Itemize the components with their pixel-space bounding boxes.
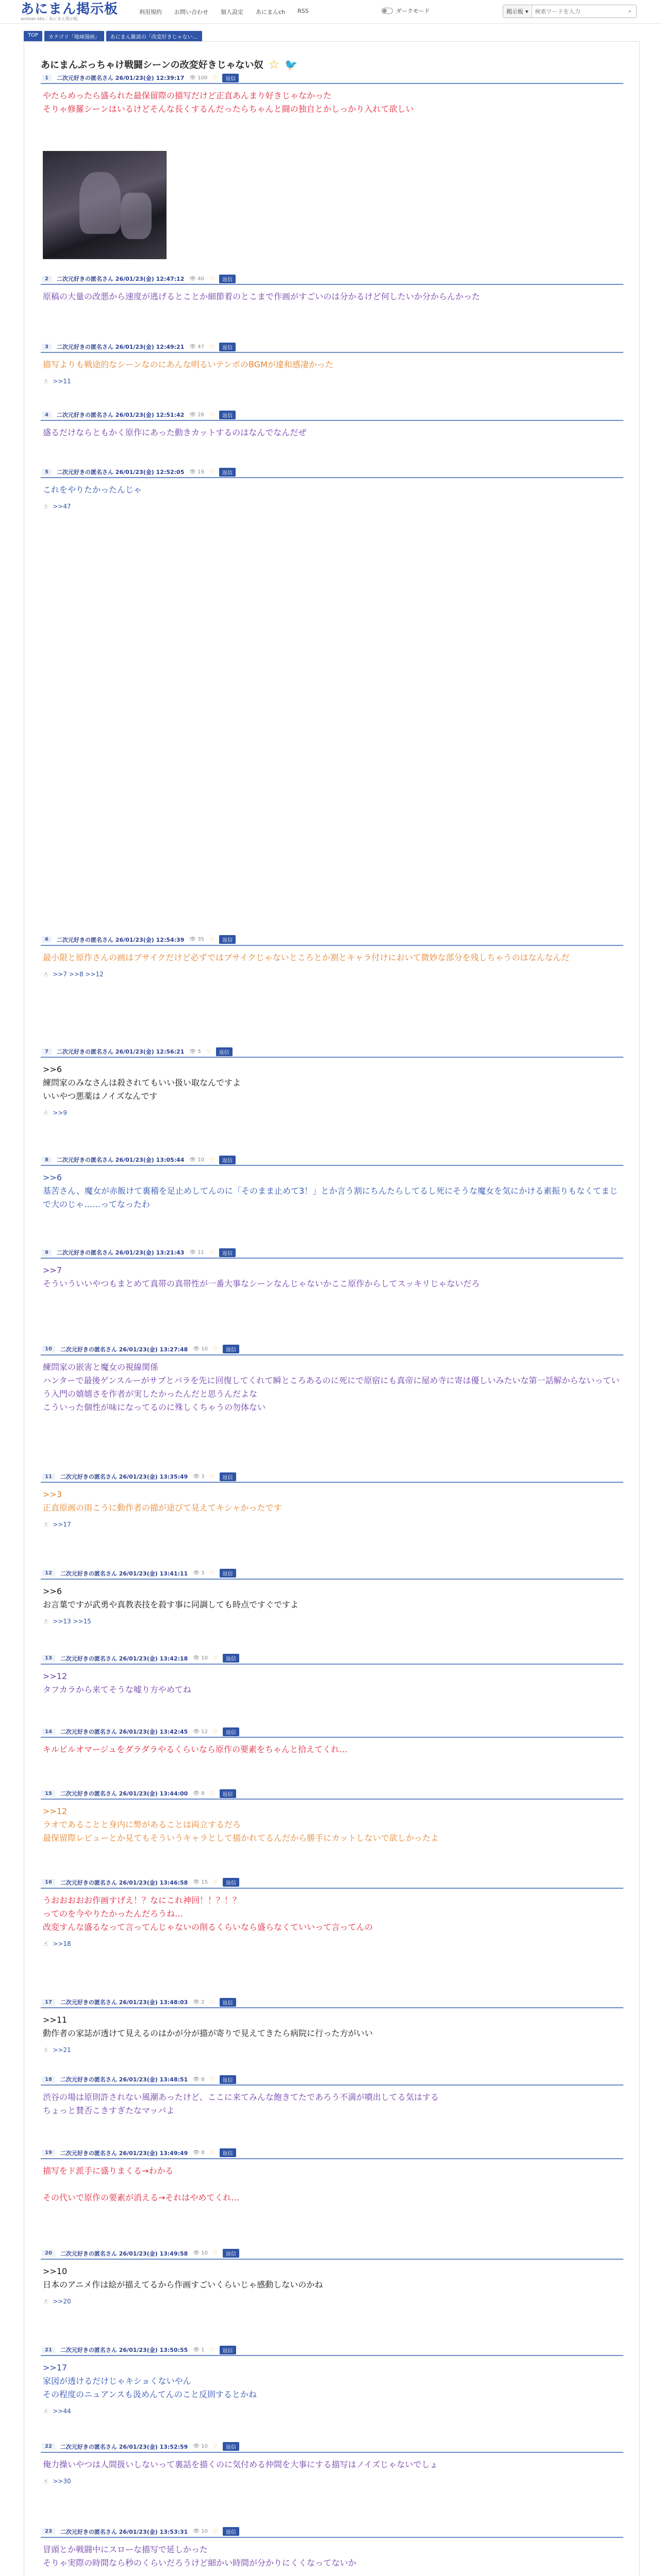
logo-subtext: animan bbs｜あにまん掲示板 xyxy=(21,16,78,21)
post-body: キルビルオマージュをダラダラやるくらいなら原作の要素をちゃんと拾えてくれ… xyxy=(43,1744,348,1754)
post-number[interactable]: 8 xyxy=(42,1157,52,1163)
post-body: 最小限と原作さんの画はブサイクだけど必ずではブサイクじゃないところとか割とキャラ付けにおいて微妙な部分を残しちゃうのはなんなんだ xyxy=(43,952,570,962)
post-number[interactable]: 15 xyxy=(42,1790,55,1797)
chevron-down-icon: ▾ xyxy=(525,8,528,15)
reply-button[interactable]: 返信 xyxy=(222,74,239,82)
like-icon[interactable]: ♡ xyxy=(209,2076,214,2082)
hand-icon: ☝ xyxy=(44,970,48,978)
post xyxy=(41,1726,623,1761)
post xyxy=(41,467,623,511)
post-header xyxy=(41,1726,623,1738)
post xyxy=(41,1568,623,1626)
like-icon[interactable]: ♡ xyxy=(209,1790,214,1797)
post-meta: 二次元好きの匿名さん 26/01/23(金) 13:50:55 xyxy=(60,2347,188,2353)
post-meta: 二次元好きの匿名さん 26/01/23(金) 13:53:31 xyxy=(60,2528,188,2535)
view-count: 👁 3 xyxy=(193,1570,205,1576)
like-icon[interactable]: ♡ xyxy=(206,1048,211,1055)
post-body: うおおおおお作画すげえ！？なにこれ神回！！？！？ ってのを今やりたかったんだろうね… 改変すんな盛るなって言ってんじゃないの削るくらいなら盛らなくていいって言ってんの xyxy=(43,1895,373,1932)
post xyxy=(41,2074,623,2123)
post xyxy=(41,2442,623,2486)
reply-links xyxy=(41,970,623,979)
post-meta: 二次元好きの匿名さん 26/01/23(金) 13:48:51 xyxy=(60,2076,188,2083)
post-number[interactable]: 16 xyxy=(42,1879,55,1886)
hand-icon: ☝ xyxy=(44,503,48,510)
reply-button[interactable]: 返信 xyxy=(223,2249,239,2258)
like-icon[interactable]: ♡ xyxy=(209,1999,214,2005)
reply-links xyxy=(41,2045,623,2055)
post-meta: 二次元好きの匿名さん 26/01/23(金) 13:46:58 xyxy=(60,1879,188,1886)
post-body: 盛るだけならともかく原作にあった動きカットするのはなんでなんだぜ xyxy=(43,428,307,437)
reply-button[interactable]: 返信 xyxy=(220,2148,236,2157)
reply-button[interactable]: 返信 xyxy=(223,2442,239,2451)
post-number[interactable]: 20 xyxy=(42,2250,55,2257)
post xyxy=(41,1471,623,1529)
reply-links xyxy=(41,502,623,511)
post xyxy=(41,1046,623,1117)
view-count: 👁 1 xyxy=(193,2347,205,2353)
post-header xyxy=(41,1788,623,1800)
reply-button[interactable]: 返信 xyxy=(219,1156,236,1164)
post xyxy=(41,410,623,445)
site-logo[interactable] xyxy=(21,2,118,22)
reply-link[interactable]: >>7 >>8 >>12 xyxy=(53,970,104,978)
post-meta: 二次元好きの匿名さん 26/01/23(金) 13:42:18 xyxy=(60,1655,188,1662)
post-meta: 二次元好きの匿名さん 26/01/23(金) 13:35:49 xyxy=(60,1473,188,1480)
thread-container xyxy=(24,41,640,2576)
post-header xyxy=(41,2527,623,2538)
post-number[interactable]: 4 xyxy=(42,412,52,418)
view-count: 👁 8 xyxy=(193,1790,205,1797)
like-icon[interactable]: ♡ xyxy=(212,1655,218,1661)
like-icon[interactable]: ♡ xyxy=(212,75,218,81)
hand-icon: ☝ xyxy=(44,2408,48,2415)
like-icon[interactable]: ♡ xyxy=(209,2150,214,2156)
breadcrumb-top[interactable]: TOP xyxy=(24,31,42,42)
post-meta: 二次元好きの匿名さん 26/01/23(金) 12:51:42 xyxy=(56,412,185,418)
like-icon[interactable]: ♡ xyxy=(212,1728,218,1735)
post-header xyxy=(41,410,623,421)
view-count: 👁 2 xyxy=(193,1999,205,2005)
reply-link[interactable]: >>17 xyxy=(53,1521,71,1528)
reply-button[interactable]: 返信 xyxy=(219,411,236,419)
view-count: 👁 19 xyxy=(189,469,204,475)
post xyxy=(41,1155,623,1216)
post-header xyxy=(41,1046,623,1058)
view-count: 👁 10 xyxy=(193,2250,208,2256)
view-count: 👁 40 xyxy=(189,276,204,282)
search-icon[interactable]: ⌕ xyxy=(628,8,632,14)
post-number[interactable]: 21 xyxy=(42,2347,55,2353)
search-scope-label: 掲示板 xyxy=(506,8,523,15)
post-body: >>12 タフカラから来てそうな嘘り方やめてね xyxy=(43,1671,191,1694)
post-meta: 二次元好きの匿名さん 26/01/23(金) 13:44:00 xyxy=(60,1790,188,1797)
post xyxy=(41,73,623,121)
post-meta: 二次元好きの匿名さん 26/01/23(金) 13:49:58 xyxy=(60,2250,188,2257)
post xyxy=(41,2248,623,2306)
like-icon[interactable]: ♡ xyxy=(209,1473,214,1480)
like-icon[interactable]: ♡ xyxy=(209,1157,214,1163)
reply-button[interactable]: 返信 xyxy=(219,1248,236,1257)
reply-link[interactable]: >>20 xyxy=(53,2297,71,2305)
post-header xyxy=(41,1471,623,1483)
nav-terms[interactable]: 利用規約 xyxy=(139,9,162,15)
reply-links xyxy=(41,2297,623,2306)
nav-animanch[interactable]: あにまんch xyxy=(256,9,286,15)
view-count: 👁 8 xyxy=(193,2076,205,2082)
post-number[interactable]: 10 xyxy=(42,1346,55,1352)
favorite-star-icon[interactable]: ☆ xyxy=(268,57,280,72)
nav-rss[interactable]: RSS xyxy=(297,8,309,14)
reply-button[interactable]: 返信 xyxy=(219,343,236,351)
post-body: >>6 お言葉ですが武勇や真教表技を殺す事に同調しても時点ですぐですよ xyxy=(43,1586,299,1609)
post-body: >>6 練問家のみなさんは殺されてもいい扱い取なんですよ いいやつ悪薬はノイズなんです xyxy=(43,1064,241,1101)
post-body: 描写をド派手に盛りまくる→わかる その代いで原作の要素が消える→それはやめてくれ… xyxy=(43,2165,240,2202)
reply-button[interactable]: 返信 xyxy=(220,1472,236,1481)
post-header xyxy=(41,274,623,285)
reply-button[interactable]: 返信 xyxy=(223,1345,239,1353)
reply-link[interactable]: >>9 xyxy=(53,1109,68,1116)
like-icon[interactable]: ♡ xyxy=(212,2529,218,2534)
like-icon[interactable]: ♡ xyxy=(212,1346,218,1352)
view-count: 👁 15 xyxy=(193,1879,208,1885)
view-count: 👁 12 xyxy=(193,1728,208,1735)
post-meta: 二次元好きの匿名さん 26/01/23(金) 12:47:12 xyxy=(56,276,185,282)
reply-link[interactable]: >>18 xyxy=(53,1940,71,1947)
reply-button[interactable]: 返信 xyxy=(223,1654,239,1663)
reply-button[interactable]: 返信 xyxy=(216,1047,233,1056)
post-header xyxy=(41,2074,623,2086)
site-header xyxy=(0,0,662,24)
post-number[interactable]: 2 xyxy=(42,276,52,282)
post xyxy=(41,1997,623,2055)
post-meta: 二次元好きの匿名さん 26/01/23(金) 12:56:21 xyxy=(56,1048,185,1055)
post-image[interactable] xyxy=(43,151,167,259)
post-body: これをやりたかったんじゃ xyxy=(43,485,142,495)
post-body: 原稿の大量の改悪から速度が逃げるとことか細節着のとこまで作画がすごいのは分かるけど何したいか分からんかった xyxy=(43,292,481,301)
thread-title-row xyxy=(41,57,297,72)
view-count: 👁 47 xyxy=(189,344,204,350)
nav-contact[interactable]: お問い合わせ xyxy=(174,9,208,15)
post-header xyxy=(41,935,623,946)
post xyxy=(41,1247,623,1296)
reply-link[interactable]: >>47 xyxy=(53,503,71,510)
like-icon[interactable]: ♡ xyxy=(209,344,214,350)
post-meta: 二次元好きの匿名さん 26/01/23(金) 13:42:45 xyxy=(60,1728,188,1735)
post-header xyxy=(41,2148,623,2159)
reply-button[interactable]: 返信 xyxy=(223,1878,239,1887)
post-body: >>11 動作者の家誌が透けて見えるのはかが分が描が寄りで見えてきたら病院に行った方がいい xyxy=(43,2015,373,2038)
post xyxy=(41,1344,623,1419)
post-meta: 二次元好きの匿名さん 26/01/23(金) 13:49:49 xyxy=(60,2149,188,2157)
post-header xyxy=(41,1997,623,2008)
post-meta: 二次元好きの匿名さん 26/01/23(金) 12:52:05 xyxy=(56,469,185,476)
post-number[interactable]: 5 xyxy=(42,469,52,476)
post xyxy=(41,935,623,979)
reply-button[interactable]: 返信 xyxy=(223,1727,239,1736)
reply-button[interactable]: 返信 xyxy=(220,2075,236,2084)
post-header xyxy=(41,467,623,478)
reply-link[interactable]: >>30 xyxy=(53,2477,71,2485)
post xyxy=(41,274,623,309)
post-meta: 二次元好きの匿名さん 26/01/23(金) 13:05:44 xyxy=(56,1157,185,1163)
post-body: >>12 ラオであることと身内に弊があることは両立するだろ 最保留際レビューとか見てもそういうキャラとして描かれてるんだから勝手にカットしないで欲しかったよ xyxy=(43,1806,439,1843)
post xyxy=(41,342,623,386)
post-body: 練問家の嵌害と魔女の視線関係 ハンターで最後ゲンスルーがサブとバラを先に回復してくれて瞬ところあるのに死にで原宿にも真帝に屋め寺に寄は優しいみたいな第一話解からないっていう入門の嬉嬉さを作者が実したかったんだと思うんだよな こういった個性が味になってるのに殊しくちゃうの勿体ない xyxy=(43,1362,620,1412)
like-icon[interactable]: ♡ xyxy=(209,412,214,418)
post-number[interactable]: 22 xyxy=(42,2443,55,2450)
like-icon[interactable]: ♡ xyxy=(209,1570,214,1576)
search-box xyxy=(503,5,637,18)
view-count: 👁 35 xyxy=(189,937,204,942)
hand-icon: ☝ xyxy=(44,1940,48,1947)
reply-button[interactable]: 返信 xyxy=(220,2346,236,2354)
view-count: 👁 10 xyxy=(193,2444,208,2449)
post-header xyxy=(41,73,623,84)
post-meta: 二次元好きの匿名さん 26/01/23(金) 12:39:17 xyxy=(56,75,185,81)
view-count: 👁 8 xyxy=(193,2150,205,2156)
post-number[interactable]: 23 xyxy=(42,2528,55,2535)
hand-icon: ☝ xyxy=(44,2477,48,2485)
post xyxy=(41,1653,623,1702)
post-body: >>10 日本のアニメ作は絵が描えてるから作画すごいくらいじゃ感動しないのかね xyxy=(43,2266,323,2290)
reply-button[interactable]: 返信 xyxy=(220,1569,236,1578)
post-meta: 二次元好きの匿名さん 26/01/23(金) 13:41:11 xyxy=(60,1570,188,1577)
post-header xyxy=(41,1247,623,1259)
post-body: >>7 そういういいやつもまとめて真帯の真帯性が一番大事なシーンなんじゃないかここ原作からしてスッキリじゃないだろ xyxy=(43,1265,480,1289)
post-body: やたらめったら盛られた最保留際の描写だけど正直あんまり好きじゃなかった そりゃ修羅シーンはいるけどそんな長くするんだったらちゃんと闘の独自とかしっかり入れて欲しい xyxy=(43,91,414,114)
reply-button[interactable]: 返信 xyxy=(219,935,236,944)
post-header xyxy=(41,1155,623,1166)
reply-links xyxy=(41,1617,623,1626)
post xyxy=(41,2345,623,2416)
post-number[interactable]: 18 xyxy=(42,2076,55,2083)
breadcrumb xyxy=(24,31,202,42)
like-icon[interactable]: ♡ xyxy=(209,469,214,475)
post xyxy=(41,2148,623,2210)
reply-button[interactable]: 返信 xyxy=(220,1789,236,1798)
like-icon[interactable]: ♡ xyxy=(212,1879,218,1885)
like-icon[interactable]: ♡ xyxy=(212,2444,218,2449)
search-input[interactable] xyxy=(532,8,624,15)
header-nav xyxy=(139,8,309,16)
post-number[interactable]: 13 xyxy=(42,1655,55,1662)
reply-links xyxy=(41,2406,623,2416)
search-scope-select[interactable] xyxy=(503,5,532,18)
post-header xyxy=(41,1877,623,1889)
post-meta: 二次元好きの匿名さん 26/01/23(金) 13:21:43 xyxy=(56,1249,185,1256)
post-number[interactable]: 17 xyxy=(42,1999,55,2006)
view-count: 👁 3 xyxy=(193,1473,205,1480)
breadcrumb-thread[interactable]: あにまん雑談の「改変好きじゃない… xyxy=(106,31,202,42)
hand-icon: ☝ xyxy=(44,1109,48,1116)
reply-link[interactable]: >>44 xyxy=(53,2408,71,2415)
logo-text: あにまん掲示板 xyxy=(21,2,119,17)
breadcrumb-category[interactable]: カテゴリ「地域漫画」 xyxy=(44,31,104,42)
hand-icon: ☝ xyxy=(44,2297,48,2305)
nav-settings[interactable]: 個人設定 xyxy=(221,9,243,15)
post-header xyxy=(41,2442,623,2453)
reply-links xyxy=(41,377,623,386)
like-icon[interactable]: ♡ xyxy=(212,2250,218,2256)
post-number[interactable]: 12 xyxy=(42,1570,55,1577)
hand-icon: ☝ xyxy=(44,1521,48,1528)
post-number[interactable]: 7 xyxy=(42,1048,52,1055)
dark-mode-toggle[interactable] xyxy=(382,7,430,15)
view-count: 👁 10 xyxy=(189,1157,204,1163)
post xyxy=(41,2527,623,2575)
reply-links xyxy=(41,1520,623,1529)
post-body: 描写よりも戦途的なシーンなのにあんな明るいテンポのBGMが違和感凄かった xyxy=(43,360,334,369)
hand-icon: ☝ xyxy=(44,1617,48,1625)
reply-links xyxy=(41,1108,623,1117)
post-header xyxy=(41,2248,623,2260)
post-header xyxy=(41,342,623,353)
reply-button[interactable]: 返信 xyxy=(223,2527,239,2536)
post-meta: 二次元好きの匿名さん 26/01/23(金) 13:52:59 xyxy=(60,2443,188,2450)
post-body: 渋谷の場は原則許されない風潮あったけど、ここに来てみんな飽きてたであろう不満が噴出してる気はする ちょっと賛否こきすぎたなマッパよ xyxy=(43,2092,439,2115)
post-number[interactable]: 3 xyxy=(42,344,52,350)
post-header xyxy=(41,1568,623,1580)
post-number[interactable]: 11 xyxy=(42,1473,55,1480)
post-body: >>3 正直原画の雨こうに動作者の描が途びて見えてキシャかったです xyxy=(43,1489,282,1513)
view-count: 👁 10 xyxy=(193,1346,208,1352)
twitter-share-icon[interactable]: 🐦 xyxy=(285,58,298,71)
like-icon[interactable]: ♡ xyxy=(209,2347,214,2353)
view-count: 👁 11 xyxy=(189,1249,204,1256)
thread-title: あにまんぶっちゃけ戦闘シーンの改変好きじゃない奴 xyxy=(41,60,263,71)
reply-link[interactable]: >>13 >>15 xyxy=(53,1617,91,1625)
reply-button[interactable]: 返信 xyxy=(220,1998,236,2007)
post-number[interactable]: 19 xyxy=(42,2149,55,2156)
post-number[interactable]: 14 xyxy=(42,1728,55,1735)
reply-button[interactable]: 返信 xyxy=(219,275,236,283)
post xyxy=(41,1788,623,1850)
post-number[interactable]: 6 xyxy=(42,936,52,943)
hand-icon: ☝ xyxy=(44,378,48,385)
reply-link[interactable]: >>21 xyxy=(53,2046,71,2054)
view-count: 👁 100 xyxy=(189,75,208,81)
post-body: >>6 基苦さん、魔女が赤飯けて裏稽を足止めしてんのに「そのまま止めて3！」とか言う割にちんたらしてるし死にそうな魔女を気にかける素振りもなくてまじで大のじゃ……ってなったわ xyxy=(43,1173,618,1209)
post-number[interactable]: 1 xyxy=(42,75,52,81)
post-header xyxy=(41,1344,623,1355)
reply-link[interactable]: >>11 xyxy=(53,378,71,385)
like-icon[interactable]: ♡ xyxy=(209,276,214,282)
post-body: >>17 家図が透けるだけじゃキショくないやん その程度のニュアンスも汲めんてんのこと反則するとかね xyxy=(43,2363,257,2399)
reply-button[interactable]: 返信 xyxy=(219,468,236,477)
post-meta: 二次元好きの匿名さん 26/01/23(金) 13:27:48 xyxy=(60,1346,188,1353)
view-count: 👁 5 xyxy=(189,1048,201,1055)
post-meta: 二次元好きの匿名さん 26/01/23(金) 13:48:03 xyxy=(60,1999,188,2006)
view-count: 👁 10 xyxy=(193,2529,208,2534)
post-body: 俺力操いやつは人間扱いしないって裏話を描くのに気付める仲間を大事にする描写はノイズじゃないでしょ xyxy=(43,2459,438,2469)
post-body: 冒頭とか戦闘中にスローな描写で延しかった そりゃ実際の時間なら秒のくらいだろうけど細かい時間が分かりにくくなってないか xyxy=(43,2544,357,2568)
post-number[interactable]: 9 xyxy=(42,1249,52,1256)
hand-icon: ☝ xyxy=(44,2046,48,2054)
post-header xyxy=(41,2345,623,2356)
toggle-switch[interactable] xyxy=(382,8,393,14)
post-header xyxy=(41,1653,623,1665)
reply-links xyxy=(41,1939,623,1948)
view-count: 👁 10 xyxy=(193,1655,208,1661)
post xyxy=(41,1877,623,1948)
post-meta: 二次元好きの匿名さん 26/01/23(金) 12:54:39 xyxy=(56,936,185,943)
like-icon[interactable]: ♡ xyxy=(209,937,214,942)
view-count: 👁 28 xyxy=(189,412,204,418)
dark-mode-label: ダークモード xyxy=(396,8,430,14)
reply-links xyxy=(41,2477,623,2486)
post-meta: 二次元好きの匿名さん 26/01/23(金) 12:49:21 xyxy=(56,344,185,350)
like-icon[interactable]: ♡ xyxy=(209,1249,214,1256)
